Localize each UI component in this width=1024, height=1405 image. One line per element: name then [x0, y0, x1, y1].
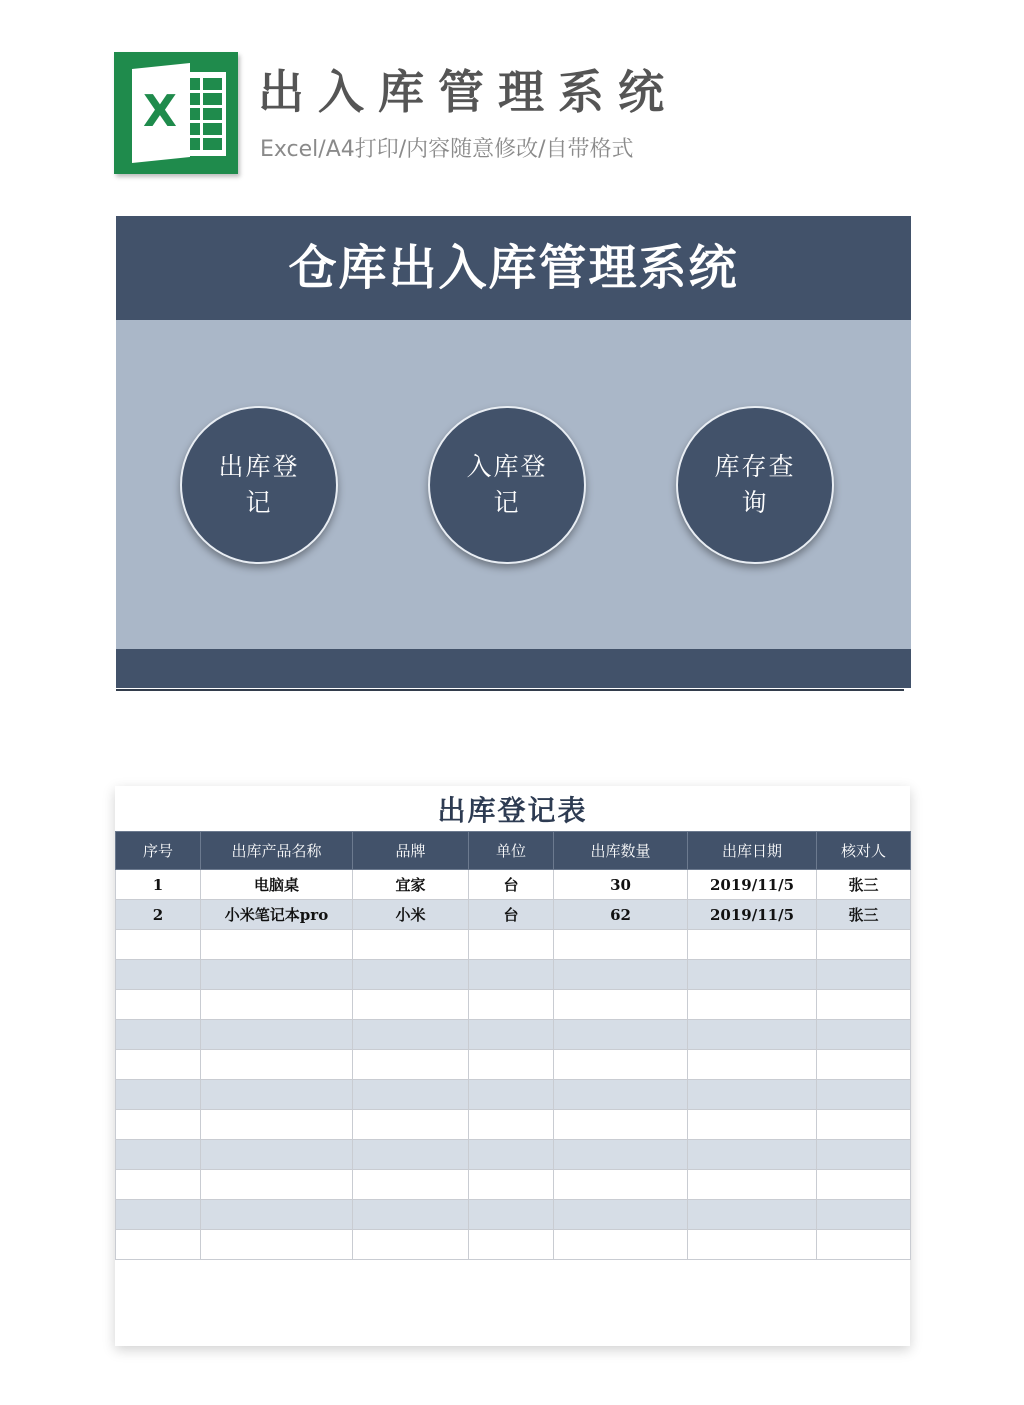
- outbound-register-sheet: [115, 786, 910, 1346]
- page-subtitle: Excel/A4打印/内容随意修改/自带格式: [260, 137, 634, 162]
- table-cell[interactable]: [688, 1110, 817, 1140]
- logo-x-letter: X: [143, 86, 177, 137]
- table-cell[interactable]: [688, 930, 817, 960]
- inventory-query-label: 库存查询: [714, 452, 796, 517]
- page-title: 出入库管理系统: [258, 65, 678, 119]
- table-row: [116, 1170, 911, 1200]
- column-header-product[interactable]: 出库产品名称: [201, 832, 353, 870]
- table-cell[interactable]: [353, 1170, 469, 1200]
- column-header-brand[interactable]: 品牌: [353, 832, 469, 870]
- table-cell[interactable]: [353, 930, 469, 960]
- table-cell[interactable]: [817, 1050, 911, 1080]
- table-cell[interactable]: [353, 1080, 469, 1110]
- table-cell[interactable]: 30: [554, 870, 688, 900]
- table-cell[interactable]: [116, 990, 201, 1020]
- table-cell[interactable]: [201, 960, 353, 990]
- dashboard-panel: [116, 216, 911, 688]
- table-cell[interactable]: [554, 1140, 688, 1170]
- table-cell[interactable]: [116, 1080, 201, 1110]
- table-cell[interactable]: [469, 1230, 554, 1260]
- table-cell[interactable]: [554, 1230, 688, 1260]
- table-row: [116, 930, 911, 960]
- table-cell[interactable]: [469, 1020, 554, 1050]
- table-cell[interactable]: 电脑桌: [201, 870, 353, 900]
- table-cell[interactable]: [688, 960, 817, 990]
- table-row: [116, 960, 911, 990]
- table-cell[interactable]: [554, 1020, 688, 1050]
- outbound-register-button[interactable]: [180, 406, 338, 564]
- table-cell[interactable]: [353, 990, 469, 1020]
- table-cell[interactable]: [688, 1230, 817, 1260]
- table-cell[interactable]: 2: [116, 900, 201, 930]
- table-row: [116, 1110, 911, 1140]
- table-header-row: [116, 832, 911, 870]
- table-cell[interactable]: [817, 960, 911, 990]
- table-cell[interactable]: [688, 1140, 817, 1170]
- table-cell[interactable]: [688, 1170, 817, 1200]
- table-cell[interactable]: [201, 1050, 353, 1080]
- table-row: [116, 1020, 911, 1050]
- table-cell[interactable]: [469, 930, 554, 960]
- table-cell[interactable]: [817, 1170, 911, 1200]
- table-cell[interactable]: [353, 960, 469, 990]
- table-cell[interactable]: [201, 1080, 353, 1110]
- table-cell[interactable]: [116, 1050, 201, 1080]
- column-header-unit[interactable]: 单位: [469, 832, 554, 870]
- table-cell[interactable]: [353, 1200, 469, 1230]
- table-cell[interactable]: 2019/11/5: [688, 870, 817, 900]
- table-cell[interactable]: [469, 1170, 554, 1200]
- table-cell[interactable]: [116, 1230, 201, 1260]
- table-cell[interactable]: [817, 1110, 911, 1140]
- table-cell[interactable]: [817, 1140, 911, 1170]
- table-cell[interactable]: [116, 1170, 201, 1200]
- table-cell[interactable]: [554, 1110, 688, 1140]
- table-cell[interactable]: 张三: [817, 870, 911, 900]
- table-row: [116, 1140, 911, 1170]
- table-cell[interactable]: 台: [469, 870, 554, 900]
- table-row: [116, 1050, 911, 1080]
- table-cell[interactable]: 小米: [353, 900, 469, 930]
- table-cell[interactable]: [817, 1230, 911, 1260]
- table-cell[interactable]: [469, 990, 554, 1020]
- table-cell[interactable]: [554, 930, 688, 960]
- table-cell[interactable]: [817, 990, 911, 1020]
- table-cell[interactable]: [688, 1080, 817, 1110]
- table-cell[interactable]: [353, 1110, 469, 1140]
- dashboard-footer-bar: [116, 649, 911, 688]
- excel-logo-icon: [114, 52, 238, 174]
- table-cell[interactable]: 宜家: [353, 870, 469, 900]
- table-cell[interactable]: [554, 1200, 688, 1230]
- table-cell[interactable]: [817, 1020, 911, 1050]
- table-cell[interactable]: [554, 990, 688, 1020]
- divider: [116, 689, 904, 691]
- table-cell[interactable]: [201, 1110, 353, 1140]
- table-body: [116, 870, 911, 1260]
- column-header-date[interactable]: 出库日期: [688, 832, 817, 870]
- table-row: [116, 990, 911, 1020]
- table-cell[interactable]: [554, 1170, 688, 1200]
- table-cell[interactable]: 台: [469, 900, 554, 930]
- table-cell[interactable]: [201, 1200, 353, 1230]
- table-row: [116, 1080, 911, 1110]
- table-cell[interactable]: [201, 1230, 353, 1260]
- register-table: [115, 831, 911, 1260]
- table-cell[interactable]: 2019/11/5: [688, 900, 817, 930]
- table-row: [116, 870, 911, 900]
- inventory-query-button[interactable]: [676, 406, 834, 564]
- table-cell[interactable]: [688, 990, 817, 1020]
- inbound-register-label: 入库登记: [466, 452, 548, 517]
- table-cell[interactable]: [353, 1140, 469, 1170]
- dashboard-header: [116, 216, 911, 320]
- table-cell[interactable]: [469, 1110, 554, 1140]
- table-row: [116, 900, 911, 930]
- dashboard-title: 仓库出入库管理系统: [288, 240, 739, 296]
- column-header-quantity[interactable]: 出库数量: [554, 832, 688, 870]
- table-cell[interactable]: [201, 1170, 353, 1200]
- table-cell[interactable]: [688, 1200, 817, 1230]
- table-cell[interactable]: [469, 960, 554, 990]
- table-cell[interactable]: 1: [116, 870, 201, 900]
- table-cell[interactable]: [554, 960, 688, 990]
- table-cell[interactable]: [116, 930, 201, 960]
- table-cell[interactable]: [116, 960, 201, 990]
- table-cell[interactable]: [116, 1140, 201, 1170]
- table-cell[interactable]: [469, 1140, 554, 1170]
- table-cell[interactable]: [554, 1050, 688, 1080]
- table-cell[interactable]: [469, 1080, 554, 1110]
- table-row: [116, 1200, 911, 1230]
- table-cell[interactable]: [817, 930, 911, 960]
- table-cell[interactable]: [817, 1080, 911, 1110]
- table-cell[interactable]: [469, 1050, 554, 1080]
- sheet-title: 出库登记表: [437, 794, 588, 827]
- table-cell[interactable]: 62: [554, 900, 688, 930]
- table-cell[interactable]: [116, 1020, 201, 1050]
- inbound-register-button[interactable]: [428, 406, 586, 564]
- table-row: [116, 1230, 911, 1260]
- column-header-checker[interactable]: 核对人: [817, 832, 911, 870]
- table-cell[interactable]: [201, 1140, 353, 1170]
- table-cell[interactable]: [201, 1020, 353, 1050]
- column-header-index[interactable]: 序号: [116, 832, 201, 870]
- table-cell[interactable]: [116, 1200, 201, 1230]
- table-cell[interactable]: 张三: [817, 900, 911, 930]
- table-cell[interactable]: [353, 1050, 469, 1080]
- table-cell[interactable]: [116, 1110, 201, 1140]
- table-cell[interactable]: [353, 1230, 469, 1260]
- table-cell[interactable]: [688, 1050, 817, 1080]
- table-cell[interactable]: [201, 990, 353, 1020]
- table-cell[interactable]: [817, 1200, 911, 1230]
- table-cell[interactable]: [201, 930, 353, 960]
- table-cell[interactable]: 小米笔记本pro: [201, 900, 353, 930]
- outbound-register-label: 出库登记: [218, 452, 300, 517]
- table-cell[interactable]: [469, 1200, 554, 1230]
- table-cell[interactable]: [688, 1020, 817, 1050]
- table-cell[interactable]: [353, 1020, 469, 1050]
- table-cell[interactable]: [554, 1080, 688, 1110]
